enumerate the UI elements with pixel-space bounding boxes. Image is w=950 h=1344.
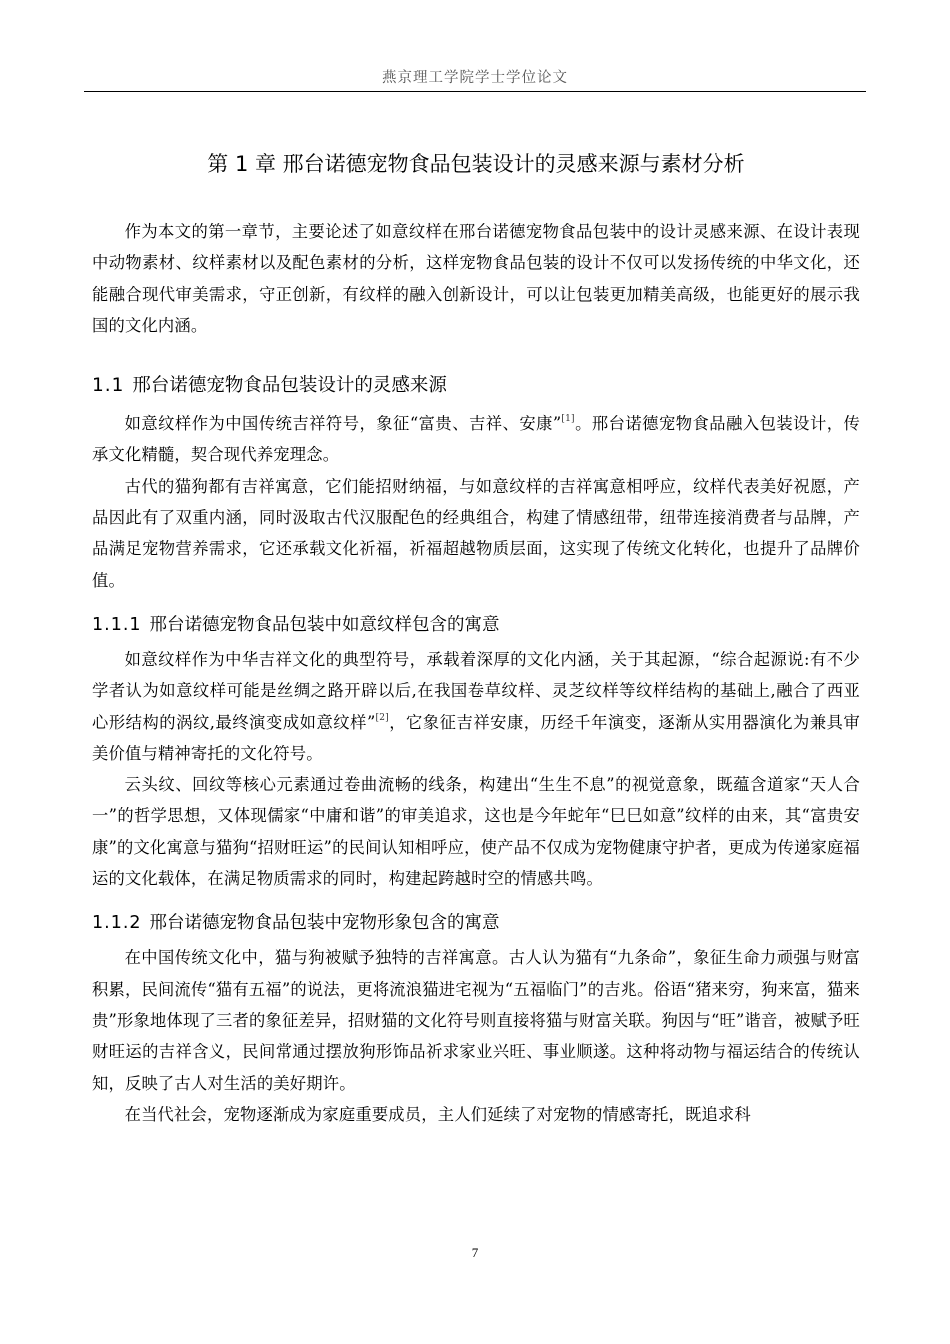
subsection-heading-1-1-2 — [92, 908, 860, 938]
citation-ref[interactable]: [1] — [561, 414, 575, 425]
paragraph: 云头纹、回纹等核心元素通过卷曲流畅的线条，构建出“生生不息”的视觉意象，既蕴含道家“天人合一”的哲学思想，又体现儒家“中庸和谐”的审美追求，这也是今年蛇年“巳巳如意”纹样的由来，其“富贵安康”的文化寓意与猫狗“招财旺运”的民间认知相呼应，使产品不仅成为宠物健康守护者，更成为传递家庭福运的文化载体，在满足物质需求的同时，构建起跨越时空的情感共鸣。 — [92, 775, 860, 889]
header-divider — [84, 91, 866, 92]
page-number: 7 — [471, 1245, 479, 1260]
section-number: 1.1 — [92, 375, 125, 397]
paragraph: 古代的猫狗都有吉祥寓意，它们能招财纳福，与如意纹样的吉祥寓意相呼应，纹样代表美好祝愿，产品因此有了双重内涵，同时汲取古代汉服配色的经典组合，构建了情感纽带，纽带连接消费者与品牌，产品满足宠物营养需求，它还承载文化祈福，祈福超越物质层面，这实现了传统文化转化，也提升了品牌价值。 — [92, 476, 860, 590]
paragraph — [92, 644, 860, 769]
paragraph-text: 如意纹样作为中华吉祥文化的典型符号，承载着深厚的文化内涵，关于其起源，“综合起源说:有不少学者认为如意纹样可能是丝绸之路开辟以后,在我国卷草纹样、灵芝纹样等纹样结构的基础上,融合了西亚心形结构的涡纹,最终演变成如意纹样” — [92, 649, 860, 732]
paragraph-text: 如意纹样作为中国传统吉祥符号，象征“富贵、吉祥、安康” — [124, 414, 562, 434]
page-content — [92, 140, 860, 1130]
paragraph-text: 。邢台诺德宠物食品融入包装设计，传承文化精髓，契合现代养宠理念。 — [92, 414, 860, 465]
paragraph: 在中国传统文化中，猫与狗被赋予独特的吉祥寓意。古人认为猫有“九条命”，象征生命力顽强与财富积累，民间流传“猫有五福”的说法，更将流浪猫进宅视为“五福临门”的吉兆。俗语“猪来穷，狗来富，猫来贵”形象地体现了三者的象征差异，招财猫的文化符号则直接将猫与财富关联。狗因与“旺”谐音，被赋予旺财旺运的吉祥含义，民间常通过摆放狗形饰品祈求家业兴旺、事业顺遂。这种将动物与福运结合的传统认知，反映了古人对生活的美好期许。 — [92, 948, 860, 1093]
subsection-number: 1.1.1 — [92, 614, 142, 635]
paragraph — [92, 408, 860, 471]
subsection-title: 邢台诺德宠物食品包装中宠物形象包含的寓意 — [149, 913, 500, 934]
chapter-intro-paragraph: 作为本文的第一章节，主要论述了如意纹样在邢台诺德宠物食品包装中的设计灵感来源、在设计表现中动物素材、纹样素材以及配色素材的分析，这样宠物食品包装的设计不仅可以发扬传统的中华文化，还能融合现代审美需求，守正创新，有纹样的融入创新设计，可以让包装更加精美高级，也能更好的展示我国的文化内涵。 — [92, 222, 860, 335]
citation-ref[interactable]: [2] — [375, 712, 389, 723]
section-heading-1-1 — [92, 369, 860, 403]
section-title: 邢台诺德宠物食品包装设计的灵感来源 — [132, 375, 447, 397]
paragraph: 在当代社会，宠物逐渐成为家庭重要成员，主人们延续了对宠物的情感寄托，既追求科 — [124, 1104, 751, 1124]
subsection-title: 邢台诺德宠物食品包装中如意纹样包含的寓意 — [149, 614, 500, 635]
subsection-number: 1.1.2 — [92, 913, 142, 934]
chapter-title: 第 1 章 邢台诺德宠物食品包装设计的灵感来源与素材分析 — [207, 152, 745, 176]
paragraph-text: ，它象征吉祥安康，历经千年演变，逐渐从实用器演化为兼具审美价值与精神寄托的文化符号。 — [92, 712, 860, 763]
subsection-heading-1-1-1 — [92, 610, 860, 640]
page-header: 燕京理工学院学士学位论文 — [382, 70, 568, 86]
